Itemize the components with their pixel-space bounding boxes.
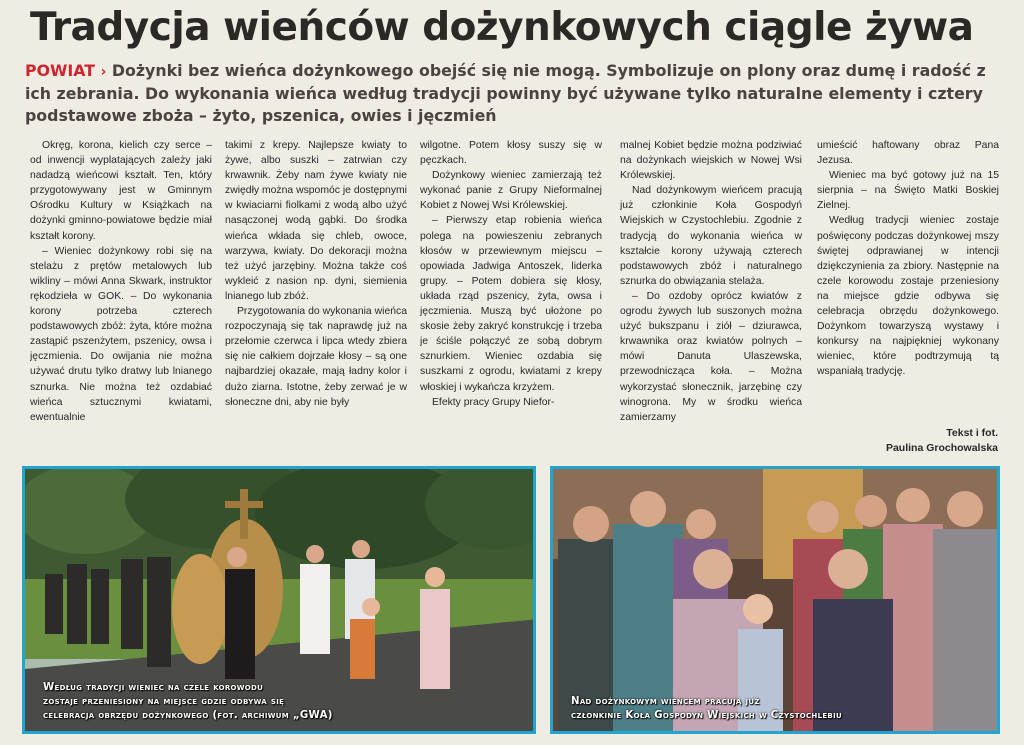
paragraph: Nad dożynkowym wieńcem pracują już członkinie Koła Gospodyń Wiejskich w Czystochlebiu. Zgodnie z tradycją do wykonania wieńca w kształcie korony używają czterech podstawowych zbóż i naturalnego sznurka do obwiązania stelaża. <box>620 185 802 287</box>
chevron-right-icon: › <box>100 64 107 80</box>
photo-women-group <box>550 466 1000 734</box>
paragraph: – Do ozdoby oprócz kwiatów z ogrodu żywych lub suszonych można użyć bukszpanu i ziół – dziurawca, krwawnika oraz kwiatów polnych – mówi Danuta Ulaszewska, przewodnicząca koła. – Można wykorzystać słonecznik, jarzębinę czy winogrona. My w środku wieńca zamierzamy <box>620 290 802 423</box>
article-column-3 <box>420 138 602 460</box>
paragraph: – Wieniec dożynkowy robi się na stelażu z prętów metalowych lub wikliny – mówi Anna Skwark, instruktor rękodzieła w GOK. – Do wykonania korony potrzeba czterech podstawowych zbóż: żyta, które można zastąpić pszenżytem, pszenicy, owsa i jęczmienia. Do owijania nie można używać drutu tylko dratwy lub lnianego sznurka. Nie można też ozdabiać wieńca sztucznymi kwiatami, ewentualnie <box>30 245 212 423</box>
article-column-1 <box>30 138 212 460</box>
paragraph: Przygotowania do wykonania wieńca rozpoczynają się tak naprawdę już na przełomie czerwca i lipca wtedy zbiera się nie całkiem dojrzałe kłosy – są one najbardziej okazałe, mają ładny kolor i dużo ziarna. Istotne, żeby zerwać je w słoneczne dni, aby nie były <box>225 306 407 408</box>
paragraph: Efekty pracy Grupy Niefor- <box>432 396 555 408</box>
article-column-4 <box>620 138 802 460</box>
caption-line: członkinie Koła Gospodyń Wiejskich w Czystochlebiu <box>571 710 842 721</box>
photo-caption <box>571 695 842 723</box>
paragraph: takimi z krepy. Najlepsze kwiaty to żywe, albo suszki – zatrwian czy krwawnik. Żeby nam żywe kwiaty nie zwiędły można wspomóc je dostępnymi w kwiaciarni fiolkami z wodą albo użyć nasączonej wodą gąbki. Do środka wieńca wkłada się chleb, owoce, warzywa, kwiaty. Do dekoracji można też użyć jarzębiny. Można także coś wykleić z nasion np. dyni, siemienia lnianego lub zbóż. <box>225 140 407 302</box>
caption-line: celebracja obrzędu dożynkowego (fot. archiwum „GWA) <box>43 710 333 721</box>
paragraph: Według tradycji wieniec zostaje poświęcony podczas dożynkowej mszy świętej odprawianej w intencji dziękczynienia za zbiory. Następnie na czele korowodu zostaje przeniesiony na miejsce gdzie odbywa się celebracja obrzędu dożynkowego. Dożynkom towarzyszą wystawy i konkursy na najpiękniej wykonany wieniec, które podtrzymują tą wspaniałą tradycję. <box>817 215 999 378</box>
lead-text: Dożynki bez wieńca dożynkowego obejść się nie mogą. Symbolizuje on plony oraz dumę i radość z ich zebrania. Do wykonania wieńca według tradycji powinny być używane tylko naturalne elementy i cztery podstawowe zboża – żyto, pszenica, owies i jęczmień <box>25 61 986 125</box>
byline-label: Tekst i fot. <box>946 427 998 439</box>
lead-paragraph <box>25 60 1010 127</box>
article-body <box>30 138 1000 460</box>
byline-author: Paulina Grochowalska <box>885 442 998 454</box>
paragraph: Okręg, korona, kielich czy serce – od inwencji wyplatających zależy jaki nadadzą wieńcowi kształt. Ten, który przygotowywany jest w Gminnym Ośrodku Kultury w Książkach na dożynki gminno-powiatowe będzie miał kształt korony. <box>30 140 212 242</box>
caption-line: Nad dożynkowym wieńcem pracują już <box>571 696 760 707</box>
paragraph: – Pierwszy etap robienia wieńca polega na powieszeniu zebranych kłosów w przewiewnym miejscu – opowiada Jadwiga Antoszek, liderka grupy. – Potem dobiera się kłosy, układa rząd pszenicy, żyta, owsa i jęczmienia. Muszą być ułożone po skosie żeby zakryć konstrukcję i trzeba je ściśle połączyć ze sobą dobrym sznurkiem. Wieniec ozdabia się suszkami z ogrodu, kwiatami z krepy włoskiej i wykańcza krzyżem. <box>420 215 602 393</box>
paragraph: Wieniec ma być gotowy już na 15 sierpnia – na Święto Matki Boskiej Zielnej. <box>817 170 999 212</box>
article-column-2 <box>225 138 407 460</box>
photo-procession <box>22 466 536 734</box>
byline <box>780 426 998 456</box>
paragraph: umieścić haftowany obraz Pana Jezusa. <box>817 140 999 167</box>
caption-line: Według tradycji wieniec na czele korowodu <box>43 682 264 693</box>
paragraph: malnej Kobiet będzie można podziwiać na dożynkach wiejskich w Nowej Wsi Królewskiej. <box>620 140 802 182</box>
section-tag: POWIAT <box>25 61 96 80</box>
headline: Tradycja wieńców dożynkowych ciągle żywa <box>30 5 974 50</box>
article-column-5 <box>817 138 999 460</box>
paragraph: wilgotne. Potem kłosy suszy się w pęczkach. <box>420 140 602 167</box>
photo-caption <box>43 681 333 723</box>
caption-line: zostaje przeniesiony na miejsce gdzie odbywa się <box>43 696 285 707</box>
paragraph: Dożynkowy wieniec zamierzają też wykonać panie z Grupy Nieformalnej Kobiet z Nowej Wsi Królewskiej. <box>420 170 602 212</box>
